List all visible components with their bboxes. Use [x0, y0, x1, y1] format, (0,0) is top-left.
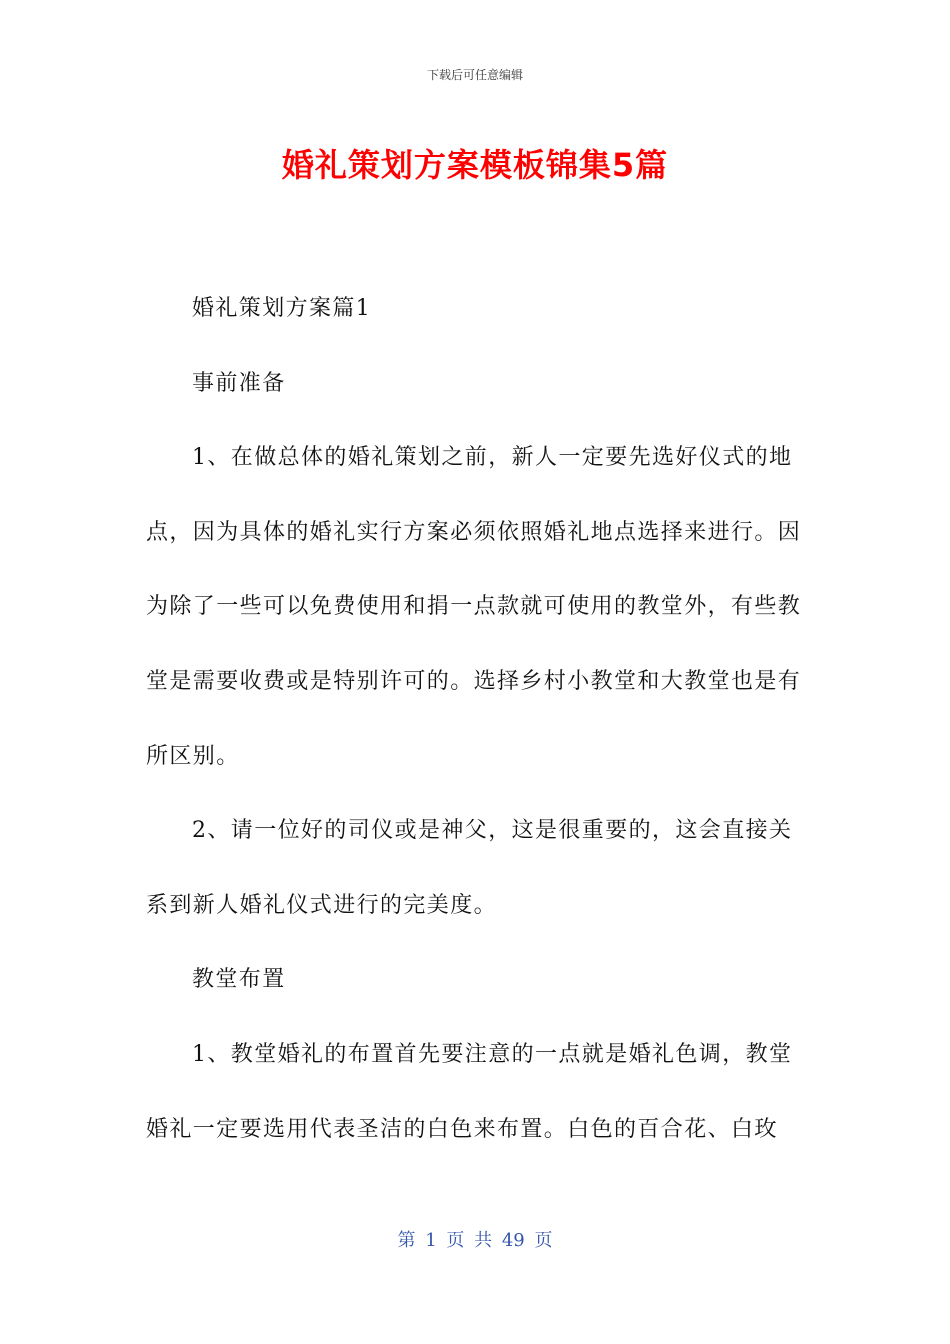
subheading-church-decoration: 教堂布置: [192, 967, 286, 993]
header-note: 下载后可任意编辑: [426, 68, 523, 82]
paragraph: 2、请一位好的司仪或是神父，这是很重要的，这会直接关系到新人婚礼仪式进行的完美度。: [146, 818, 793, 918]
paragraph: 1、在做总体的婚礼策划之前，新人一定要先选好仪式的地点，因为具体的婚礼实行方案必须依照婚礼地点选择来进行。因为除了一些可以免费使用和捐一点款就可使用的教堂外，有些教堂是需要收费或是特别许可的。选择乡村小教堂和大教堂也是有所区别。: [146, 445, 802, 769]
document-title: 婚礼策划方案模板锦集5篇: [281, 146, 669, 184]
section-heading: 婚礼策划方案篇1: [192, 296, 372, 321]
paragraph: 1、教堂婚礼的布置首先要注意的一点就是婚礼色调，教堂婚礼一定要选用代表圣洁的白色来布置。白色的百合花、白玫: [146, 1041, 793, 1142]
subheading-preparation: 事前准备: [192, 370, 286, 396]
document-body: [146, 272, 806, 1167]
page-footer: 第 1 页 共 49 页: [397, 1230, 553, 1251]
